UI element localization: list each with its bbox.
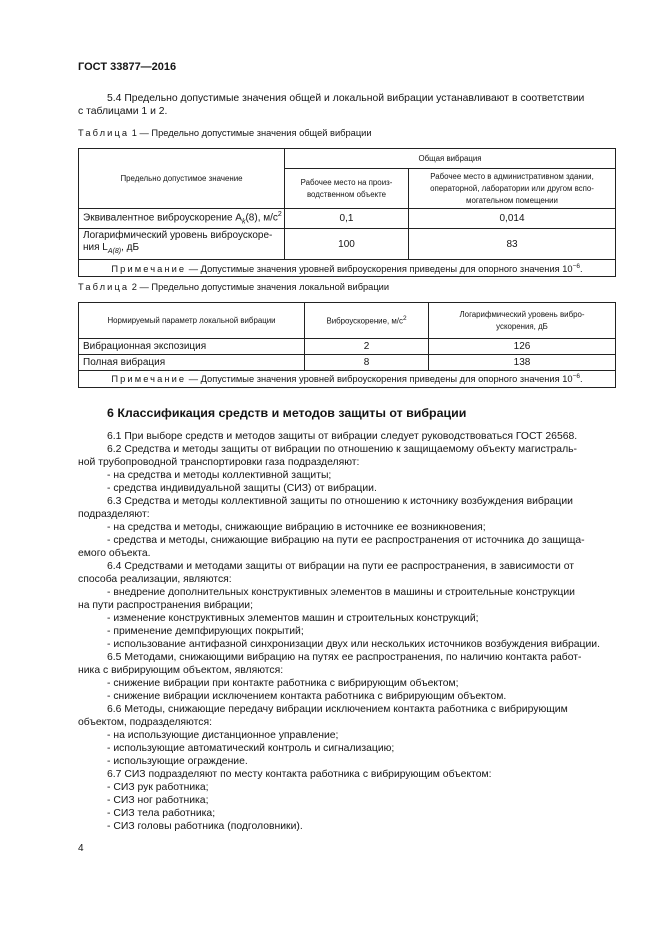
s6-line-17: - использование антифазной синхронизации двух или нескольких источников возбуждения вибрации. <box>107 639 600 650</box>
t1-note-exp: −6 <box>572 262 581 270</box>
t1-header-col2-line2: операторной, лаборатории или другом вспо- <box>430 183 594 193</box>
s6-line-16: - применение демпфирующих покрытий; <box>107 626 304 637</box>
table2-caption-label: Таблица <box>78 282 130 292</box>
t1-row2-name-sub: A(8) <box>107 248 122 256</box>
t1-row2-name-b: ния L <box>83 242 108 254</box>
intro-line-2: с таблицами 1 и 2. <box>78 106 168 117</box>
t2-note-exp: −6 <box>572 373 581 381</box>
table-row <box>79 355 616 371</box>
t1-row1-v1: 0,1 <box>285 209 409 229</box>
s6-line-30: - СИЗ тела работника; <box>107 808 216 819</box>
t1-row2-name-a: Логарифмический уровень виброускоре- <box>83 230 273 242</box>
t2-row1-v2: 126 <box>429 339 616 355</box>
s6-line-7: подразделяют: <box>78 509 150 520</box>
table2-caption-text: 2 — Предельно допустимые значения локальной вибрации <box>131 282 390 292</box>
s6-line-1: 6.1 При выборе средств и методов защиты от вибрации следует руководствоваться ГОСТ 26568. <box>107 431 578 442</box>
s6-line-6: 6.3 Средства и методы коллективной защиты по отношению к источнику возбуждения вибрации <box>107 496 573 507</box>
t2-note-text: — Допустимые значения уровней виброускорения приведены для опорного значения 10 <box>186 374 573 385</box>
table-row <box>79 209 616 229</box>
t1-row1-name-sub: k <box>241 218 246 226</box>
table2-caption <box>78 282 389 292</box>
s6-line-9: - средства и методы, снижающие вибрацию на пути ее распространения от источника до защища- <box>107 535 585 546</box>
t1-row1-v2: 0,014 <box>409 209 616 229</box>
t2-header-col2-line1: Логарифмический уровень вибро- <box>459 309 585 319</box>
s6-line-3: ной трубопроводной транспортировки газа подразделяют: <box>78 457 360 468</box>
t2-header-col2-line2: ускорения, дБ <box>496 321 548 331</box>
s6-line-24: - на использующие дистанционное управление; <box>107 730 339 741</box>
table1-caption-label: Таблица <box>78 128 130 138</box>
t1-note <box>79 260 616 277</box>
s6-line-27: 6.7 СИЗ подразделяют по месту контакта работника с вибрирующим объектом: <box>107 769 492 780</box>
t2-header-param: Нормируемый параметр локальной вибрации <box>79 303 305 339</box>
t1-row2-v2: 83 <box>409 229 616 260</box>
table1-caption <box>78 128 372 138</box>
t1-header-col2 <box>409 169 616 209</box>
t2-header-col1-sup: 2 <box>402 315 407 323</box>
s6-line-26: - использующие ограждение. <box>107 756 248 767</box>
s6-line-10: емого объекта. <box>78 548 151 559</box>
t1-header-col1-line2: водственном объекте <box>306 189 387 199</box>
table-1 <box>78 148 616 277</box>
t1-header-col1 <box>285 169 409 209</box>
table-row <box>79 229 616 260</box>
t2-header-col2 <box>429 303 616 339</box>
table-2 <box>78 302 616 388</box>
s6-line-23: объектом, подразделяются: <box>78 717 212 728</box>
s6-line-2: 6.2 Средства и методы защиты от вибрации по отношению к защищаемому объекту магистраль- <box>107 444 578 455</box>
t2-note-end: . <box>580 374 583 385</box>
s6-line-12: способа реализации, являются: <box>78 574 232 585</box>
s6-line-11: 6.4 Средствами и методами защиты от вибрации на пути ее распространения, в зависимости от <box>107 561 574 572</box>
t1-header-group: Общая вибрация <box>285 149 616 169</box>
s6-line-20: - снижение вибрации при контакте работника с вибрирующим объектом; <box>107 678 459 689</box>
s6-line-5: - средства индивидуальной защиты (СИЗ) от вибрации. <box>107 483 377 494</box>
t2-row1-name: Вибрационная экспозиция <box>79 339 305 355</box>
s6-line-31: - СИЗ головы работника (подголовники). <box>107 821 303 832</box>
t1-row1-name-a: Эквивалентное виброускорение A <box>83 212 242 224</box>
t1-row1-name <box>79 209 285 229</box>
t1-row2-name <box>79 229 285 260</box>
section-6-title: 6 Классификация средств и методов защиты от вибрации <box>107 406 467 420</box>
s6-line-22: 6.6 Методы, снижающие передачу вибрации исключением контакта работника с вибрирующим <box>107 704 568 715</box>
t1-row2-name-c: , дБ <box>121 242 140 254</box>
t1-header-col2-line1: Рабочее место в административном здании, <box>430 171 594 181</box>
s6-line-15: - изменение конструктивных элементов машин и строительных конструкций; <box>107 613 479 624</box>
t2-row2-v2: 138 <box>429 355 616 371</box>
page-number: 4 <box>78 843 84 854</box>
s6-line-25: - использующие автоматический контроль и сигнализацию; <box>107 743 395 754</box>
s6-line-19: ника с вибрирующим объектом, являются: <box>78 665 284 676</box>
t2-note-label: Примечание <box>111 374 187 385</box>
s6-line-4: - на средства и методы коллективной защиты; <box>107 470 332 481</box>
t1-note-end: . <box>580 263 583 274</box>
t1-note-text: — Допустимые значения уровней виброускорения приведены для опорного значения 10 <box>186 263 573 274</box>
t1-header-col2-line3: могательном помещении <box>466 195 558 205</box>
table-row <box>79 339 616 355</box>
t2-row2-v1: 8 <box>305 355 429 371</box>
s6-line-28: - СИЗ рук работника; <box>107 782 209 793</box>
s6-line-29: - СИЗ ног работника; <box>107 795 209 806</box>
t1-header-param: Предельно допустимое значение <box>79 149 285 209</box>
t1-row1-name-b: (8), м/с <box>245 212 278 224</box>
intro-line-1: 5.4 Предельно допустимые значения общей и локальной вибрации устанавливают в соответствии <box>107 93 585 104</box>
t1-row2-v1: 100 <box>285 229 409 260</box>
t1-row1-name-sup: 2 <box>277 211 282 218</box>
t1-note-label: Примечание <box>111 263 187 274</box>
t2-row1-v1: 2 <box>305 339 429 355</box>
s6-line-13: - внедрение дополнительных конструктивных элементов в машины и строительные конструкции <box>107 587 575 598</box>
t1-header-col1-line1: Рабочее место на произ- <box>300 177 393 187</box>
t2-row2-name: Полная вибрация <box>79 355 305 371</box>
s6-line-8: - на средства и методы, снижающие вибрацию в источнике ее возникновения; <box>107 522 486 533</box>
document-header: ГОСТ 33877—2016 <box>78 61 177 73</box>
s6-line-18: 6.5 Методами, снижающими вибрацию на путях ее распространения, по наличию контакта работ- <box>107 652 582 663</box>
table1-caption-text: 1 — Предельно допустимые значения общей вибрации <box>131 128 372 138</box>
t2-note <box>79 371 616 388</box>
t2-header-col1 <box>305 303 429 339</box>
s6-line-14: на пути распространения вибрации; <box>78 600 253 611</box>
s6-line-21: - снижение вибрации исключением контакта работника с вибрирующим объектом. <box>107 691 507 702</box>
t2-header-col1-text: Виброускорение, м/с <box>326 316 403 326</box>
